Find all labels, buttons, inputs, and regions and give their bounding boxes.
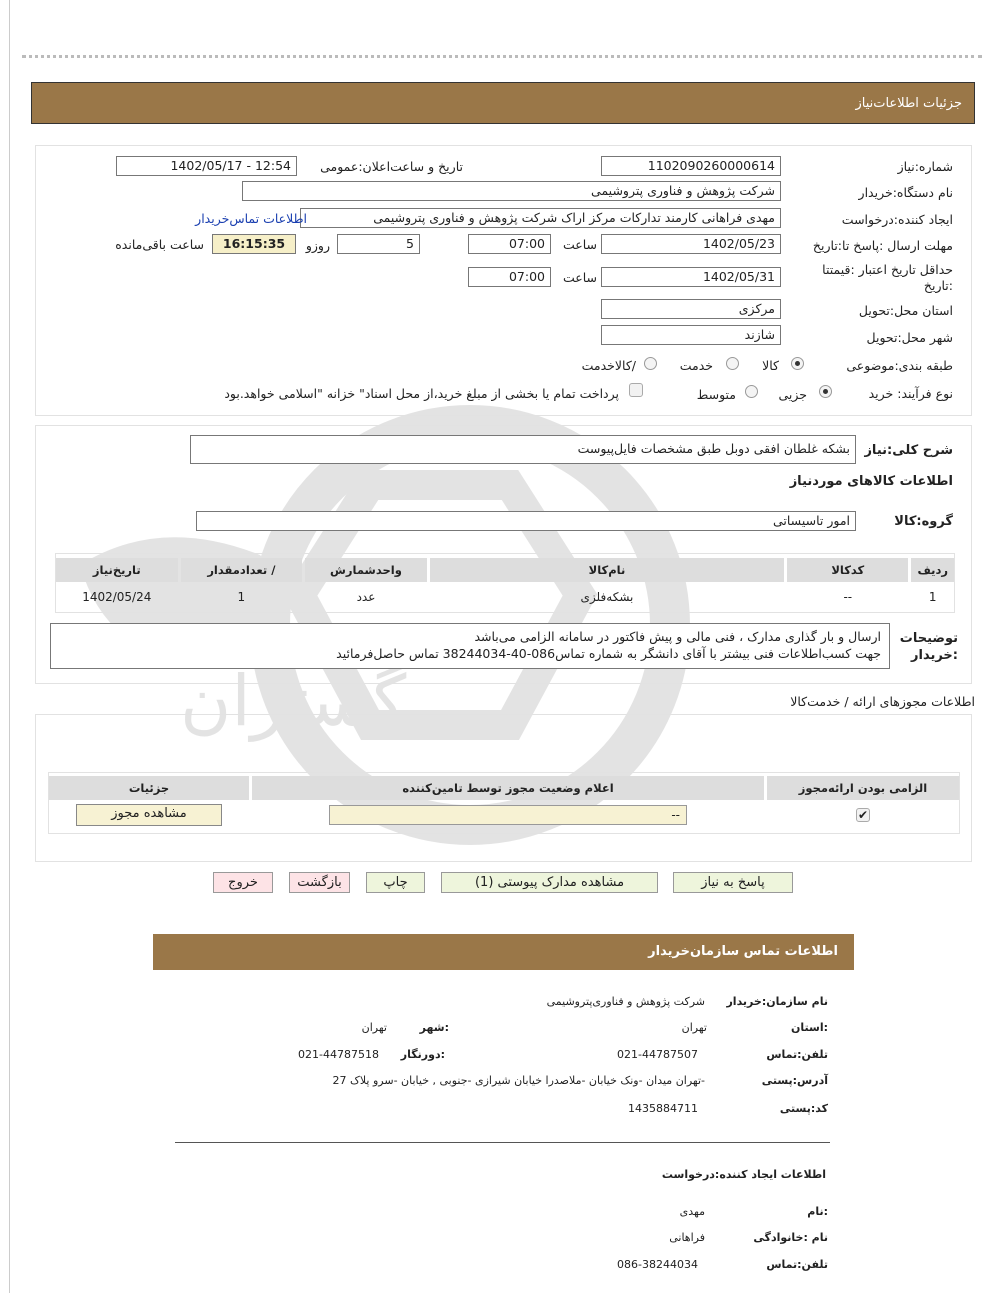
view-permit-button[interactable]: مشاهده مجوز [76,804,222,826]
col-row-number: ردیف [911,558,954,582]
contact-province-label: :استان [791,1021,828,1034]
contact-fax-label: :دورنگار [400,1048,445,1061]
col-permit-status: اعلام وضعیت مجوز توسط تامین‌کننده [252,776,764,800]
validity-date-field: 1402/05/31 [601,267,781,287]
creator-label: ایجاد کننده:درخواست [841,212,953,227]
reply-button[interactable]: پاسخ به نیاز [673,872,793,893]
details-header [31,82,975,124]
category-service-label: خدمت [679,358,713,373]
need-number-label: شماره:نیاز [897,159,953,174]
category-label: طبقه بندی:موضوعی [846,358,953,373]
buyer-notes-line2: جهت کسب‌اطلاعات فنی بیشتر با آقای دانشگر به شماره تماس086-40-38244034 تماس حاصل‌فرمائید [336,646,881,661]
top-dotted-divider [22,55,982,58]
contact-org-label: نام سازمان:خریدار [726,995,828,1008]
days-label: روزو [305,238,330,253]
deadline-label: مهلت ارسال :پاسخ تا:تاریخ [812,238,953,253]
province-field: مرکزی [601,299,781,319]
process-partial-label: جزیی [778,387,807,402]
treasury-payment-text: پرداخت تمام یا بخشی از مبلغ خرید،از محل اسناد" خزانه "اسلامی خواهد.بود [224,386,619,401]
attachments-button[interactable]: مشاهده مدارک پیوستی (1) [441,872,658,893]
days-field: 5 [337,234,420,254]
col-permit-required: الزامی بودن ارائه‌مجوز [767,776,959,800]
validity-label: حداقل تاریخ اعتبار :قیمتتا :تاریخ [822,262,953,293]
buyer-notes-label: توضیحات :خریدار [899,631,958,663]
cell-need-date: 1402/05/24 [82,590,152,604]
creator-phone-value: 086-38244034 [617,1258,698,1271]
col-item-name: نام‌کالا [430,558,784,582]
validity-time-field: 07:00 [468,267,551,287]
print-button[interactable]: چاپ [366,872,425,893]
creator-phone-label: تلفن:تماس [766,1258,828,1271]
creator-info-title: اطلاعات ایجاد کننده:درخواست [661,1168,826,1181]
creator-family-value: فراهانی [669,1231,705,1244]
contact-postal-value: 1435884711 [628,1102,698,1115]
col-quantity: / تعدادمقدار [181,558,303,582]
watermark-text: گستران [180,660,407,742]
process-partial-radio[interactable] [819,385,832,398]
summary-field: بشکه غلطان افقی دوبل طبق مشخصات فایل‌پیوست [190,435,856,464]
contact-phone-value: 021-44787507 [617,1048,698,1061]
announce-field: 1402/05/17 - 12:54 [116,156,297,176]
contact-address-value: -تهران میدان -ونک خیابان -ملاصدرا خیابان شیرازی -جنوبی , خیابان -سرو پلاک 27 [332,1074,705,1087]
category-goods-service-label: /کالاخدمت [581,358,636,373]
exit-button[interactable]: خروج [213,872,273,893]
contact-postal-label: کد:پستی [779,1102,828,1115]
header-title: جزئیات اطلاعات‌نیاز [855,96,962,111]
col-item-code: کدکالا [787,558,908,582]
permits-title: اطلاعات مجوزهای ارائه / خدمت‌کالا [790,694,975,709]
remaining-time-field: 16:15:35 [212,234,296,254]
contact-phone-label: تلفن:تماس [766,1048,828,1061]
table-row [56,585,954,609]
buyer-contact-link[interactable]: اطلاعات تماس‌خریدار [195,211,307,226]
creator-family-label: نام :خانوادگی [753,1231,828,1244]
contact-province-value: تهران [681,1021,707,1034]
page-left-rule [9,0,10,1293]
buyer-org-label: نام دستگاه:خریدار [858,185,953,200]
category-goods-label: کالا [762,358,779,373]
goods-group-label: گروه:کالا [894,514,953,529]
cell-quantity: 1 [237,590,246,604]
category-goods-radio[interactable] [791,357,804,370]
province-label: استان محل:تحویل [858,303,953,318]
need-number-field: 1102090260000614 [601,156,781,176]
creator-name-value: مهدی [679,1205,705,1218]
cell-item-code: -- [843,590,853,604]
col-permit-details: جزئیات [49,776,249,800]
buyer-notes-line1: ارسال و بار گذاری مدارک ، فنی مالی و پیش فاکتور در سامانه الزامی می‌باشد [474,629,881,644]
permits-table [46,773,962,830]
creator-name-label: :نام [807,1205,828,1218]
contact-divider [175,1142,830,1143]
goods-info-title: اطلاعات کالاهای موردنیاز [789,474,953,489]
process-medium-label: متوسط [696,387,736,402]
cell-permit-status [252,803,764,827]
permit-required-checkbox[interactable]: ✔ [857,808,869,822]
contact-city-value: تهران [361,1021,387,1034]
deadline-hour-label: ساعت [562,237,597,252]
deadline-time-field: 07:00 [468,234,551,254]
city-label: شهر محل:تحویل [866,330,953,345]
table-row [49,803,959,827]
validity-hour-label: ساعت [562,270,597,285]
contact-city-label: :شهر [419,1021,449,1034]
cell-unit: عدد [356,590,376,604]
cell-permit-required [767,803,959,827]
cell-permit-details [49,803,249,827]
city-field: شازند [601,325,781,345]
back-button[interactable]: بازگشت [289,872,350,893]
buyer-notes-field [50,623,890,669]
contact-org-value: شرکت پژوهش و فناوری‌پتروشیمی [546,995,705,1008]
remaining-label: ساعت باقی‌مانده [115,237,204,252]
treasury-payment-checkbox[interactable] [629,383,643,397]
process-label: نوع فرآیند: خرید [868,386,953,401]
items-table [53,555,957,612]
goods-group-field: امور تاسیساتی [196,511,856,531]
contact-address-label: آدرس:پستی [761,1074,828,1087]
permit-status-field[interactable]: -- [329,805,687,825]
col-unit: واحدشمارش [305,558,427,582]
cell-row-number: 1 [928,590,937,604]
contact-title: اطلاعات تماس سازمان‌خریدار [648,944,838,959]
summary-label: شرح کلی:نیاز [864,443,953,458]
category-goods-service-radio[interactable] [644,357,657,370]
announce-label: تاریخ و ساعت‌اعلان:عمومی [320,159,463,174]
buyer-org-field: شرکت پژوهش و فناوری پتروشیمی [242,181,781,201]
contact-header [153,934,854,970]
creator-field: مهدی فراهانی کارمند تدارکات مرکز اراک شرکت پژوهش و فناوری پتروشیمی [300,208,781,228]
col-need-date: تاریخ‌نیاز [56,558,178,582]
contact-fax-value: 021-44787518 [298,1048,379,1061]
process-medium-radio[interactable] [745,385,758,398]
category-service-radio[interactable] [726,357,739,370]
deadline-date-field: 1402/05/23 [601,234,781,254]
cell-item-name: بشکه‌فلزی [580,590,634,604]
